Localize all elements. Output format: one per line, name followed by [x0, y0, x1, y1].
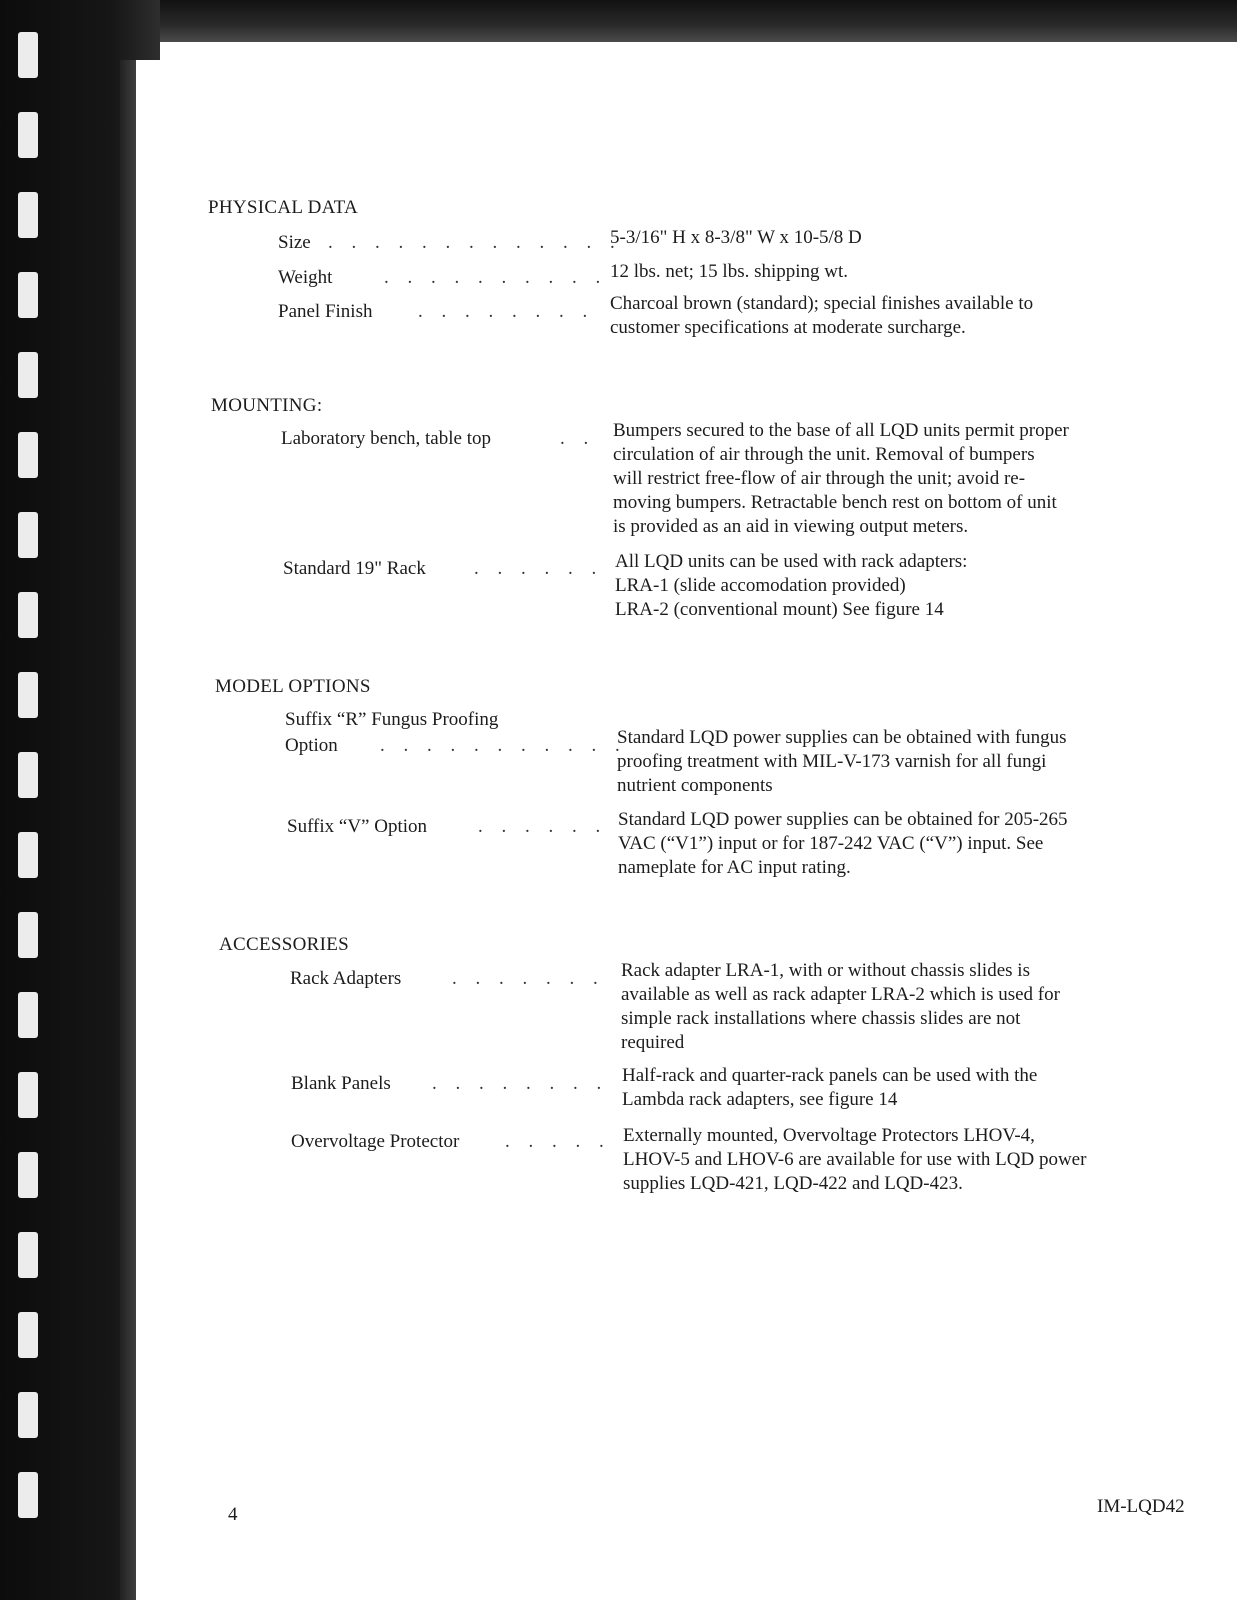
label-laboratory-bench: Laboratory bench, table top	[281, 428, 491, 449]
label-blank-panels: Blank Panels	[291, 1073, 391, 1094]
sprocket-holes	[12, 20, 42, 1600]
dot-leader: . . . . . .	[474, 558, 604, 579]
value-rack-adapters: Rack adapter LRA-1, with or without chassis slides is available as well as rack adapter LRA-2 which is used for simple rack installations where chassis slides are not required	[621, 960, 1060, 1053]
scan-top-edge	[0, 0, 1237, 42]
label-suffix-v: Suffix “V” Option	[287, 816, 428, 837]
label-suffix-r-line1: Suffix “R” Fungus Proofing	[285, 709, 499, 730]
value-suffix-v: Standard LQD power supplies can be obtained for 205-265 VAC (“V1”) input or for 187-242 VAC (“V”) input. See nameplate for AC input rating.	[618, 809, 1068, 878]
dot-leader: . . . . .	[505, 1131, 611, 1152]
value-laboratory-bench: Bumpers secured to the base of all LQD units permit proper circulation of air through the unit. Removal of bumpers will restrict free-flow of air through the unit; avoid re- moving bumpers. Retractable bench rest on bottom of unit is provided as an aid in viewing output meters.	[613, 420, 1069, 537]
page-number: 4	[228, 1504, 238, 1525]
dot-leader: . . . . . . . .	[432, 1073, 609, 1094]
section-heading-accessories: ACCESSORIES	[219, 934, 350, 955]
dot-leader: . . . . . . . . . . . . .	[328, 232, 622, 253]
value-size: 5-3/16" H x 8-3/8" W x 10-5/8 D	[610, 227, 862, 248]
dot-leader: . . . . . . . . . .	[384, 267, 608, 288]
section-heading-physical-data: PHYSICAL DATA	[208, 197, 358, 218]
value-suffix-r: Standard LQD power supplies can be obtained with fungus proofing treatment with MIL-V-173 varnish for all fungi nutrient components	[617, 727, 1067, 796]
dot-leader: . . . . . . . .	[418, 301, 595, 322]
dot-leader: . . . . . .	[478, 816, 608, 837]
label-rack-adapters: Rack Adapters	[290, 968, 402, 989]
value-standard-rack: All LQD units can be used with rack adapters: LRA-1 (slide accomodation provided) LRA-2 (conventional mount) See figure 14	[615, 551, 968, 620]
value-blank-panels: Half-rack and quarter-rack panels can be used with the Lambda rack adapters, see figure 14	[622, 1065, 1038, 1110]
document-code: IM-LQD42	[1097, 1496, 1185, 1517]
dot-leader: . . . . . . . . . . .	[380, 735, 627, 756]
label-overvoltage-protector: Overvoltage Protector	[291, 1131, 460, 1152]
value-overvoltage-protector: Externally mounted, Overvoltage Protectors LHOV-4, LHOV-5 and LHOV-6 are available for use with LQD power supplies LQD-421, LQD-422 and LQD-423.	[623, 1125, 1087, 1194]
dot-leader: . . . . . . .	[452, 968, 605, 989]
value-panel-finish: Charcoal brown (standard); special finishes available to customer specifications at moderate surcharge.	[610, 293, 1034, 338]
section-heading-mounting: MOUNTING:	[211, 395, 323, 416]
value-weight: 12 lbs. net; 15 lbs. shipping wt.	[610, 261, 849, 282]
label-standard-rack: Standard 19" Rack	[283, 558, 426, 579]
label-panel-finish: Panel Finish	[278, 301, 373, 322]
label-weight: Weight	[278, 267, 333, 288]
dot-leader: . .	[560, 428, 596, 449]
section-heading-model-options: MODEL OPTIONS	[215, 676, 371, 697]
label-suffix-r-line2: Option	[285, 735, 338, 756]
label-size: Size	[278, 232, 311, 253]
